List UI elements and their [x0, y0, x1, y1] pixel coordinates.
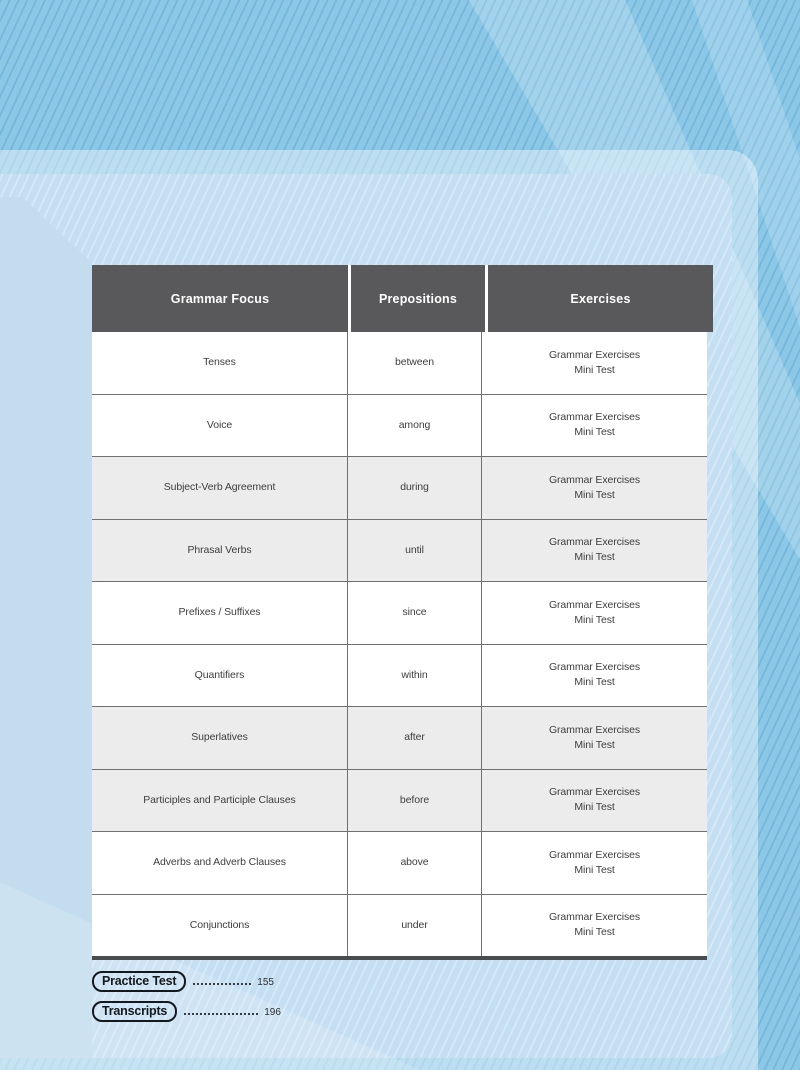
- exercise-line-2: Mini Test: [574, 801, 615, 814]
- exercise-line-2: Mini Test: [574, 613, 615, 626]
- cell-preposition: until: [348, 520, 482, 582]
- exercise-line-2: Mini Test: [574, 363, 615, 376]
- column-header-prepositions: Prepositions: [351, 265, 485, 332]
- cell-grammar-focus: Adverbs and Adverb Clauses: [92, 832, 348, 894]
- cell-exercises: [482, 457, 707, 519]
- cell-grammar-focus: Prefixes / Suffixes: [92, 582, 348, 644]
- cell-grammar-focus: Quantifiers: [92, 645, 348, 707]
- table-row: [92, 831, 707, 894]
- cell-preposition: since: [348, 582, 482, 644]
- cell-exercises: [482, 707, 707, 769]
- cell-grammar-focus: Subject-Verb Agreement: [92, 457, 348, 519]
- column-header-grammar-focus: Grammar Focus: [92, 265, 348, 332]
- toc-section: [92, 971, 281, 1031]
- table-row: [92, 644, 707, 707]
- table-row: [92, 581, 707, 644]
- transcripts-badge: Transcripts: [92, 1001, 177, 1022]
- cell-preposition: among: [348, 395, 482, 457]
- cell-exercises: [482, 770, 707, 832]
- dotted-leader: [184, 1012, 258, 1015]
- dotted-leader: [193, 982, 251, 985]
- grammar-table: [92, 265, 707, 960]
- cell-exercises: [482, 520, 707, 582]
- cell-grammar-focus: Tenses: [92, 332, 348, 394]
- grammar-table-body: [92, 332, 707, 960]
- cell-preposition: within: [348, 645, 482, 707]
- cell-grammar-focus: Conjunctions: [92, 895, 348, 957]
- cell-preposition: before: [348, 770, 482, 832]
- toc-entry-transcripts: [92, 1001, 281, 1022]
- cell-exercises: [482, 832, 707, 894]
- exercise-line-1: Grammar Exercises: [548, 661, 641, 674]
- column-header-exercises: Exercises: [488, 265, 713, 332]
- cell-grammar-focus: Phrasal Verbs: [92, 520, 348, 582]
- exercise-line-2: Mini Test: [574, 676, 615, 689]
- cell-exercises: [482, 395, 707, 457]
- exercise-line-1: Grammar Exercises: [548, 348, 641, 361]
- grammar-table-header: [92, 265, 707, 332]
- cell-exercises: [482, 895, 707, 957]
- exercise-line-1: Grammar Exercises: [548, 723, 641, 736]
- page-number: 196: [264, 1006, 281, 1018]
- table-row: [92, 769, 707, 832]
- exercise-line-1: Grammar Exercises: [548, 598, 641, 611]
- exercise-line-1: Grammar Exercises: [548, 473, 641, 486]
- table-row: [92, 394, 707, 457]
- cell-grammar-focus: Participles and Participle Clauses: [92, 770, 348, 832]
- exercise-line-1: Grammar Exercises: [548, 536, 641, 549]
- exercise-line-2: Mini Test: [574, 488, 615, 501]
- cell-preposition: after: [348, 707, 482, 769]
- toc-entry-practice-test: [92, 971, 281, 992]
- exercise-line-1: Grammar Exercises: [548, 411, 641, 424]
- table-row: [92, 519, 707, 582]
- page-number: 155: [257, 976, 274, 988]
- exercise-line-2: Mini Test: [574, 926, 615, 939]
- table-row: [92, 332, 707, 394]
- table-row: [92, 456, 707, 519]
- cell-grammar-focus: Superlatives: [92, 707, 348, 769]
- exercise-line-2: Mini Test: [574, 863, 615, 876]
- table-row: [92, 894, 707, 957]
- cell-preposition: under: [348, 895, 482, 957]
- exercise-line-2: Mini Test: [574, 426, 615, 439]
- exercise-line-2: Mini Test: [574, 551, 615, 564]
- table-row: [92, 706, 707, 769]
- background-left-strip: [0, 197, 92, 1058]
- cell-preposition: during: [348, 457, 482, 519]
- cell-grammar-focus: Voice: [92, 395, 348, 457]
- cell-preposition: between: [348, 332, 482, 394]
- exercise-line-1: Grammar Exercises: [548, 848, 641, 861]
- cell-exercises: [482, 582, 707, 644]
- cell-preposition: above: [348, 832, 482, 894]
- practice-test-badge: Practice Test: [92, 971, 186, 992]
- exercise-line-1: Grammar Exercises: [548, 911, 641, 924]
- exercise-line-2: Mini Test: [574, 738, 615, 751]
- cell-exercises: [482, 332, 707, 394]
- cell-exercises: [482, 645, 707, 707]
- exercise-line-1: Grammar Exercises: [548, 786, 641, 799]
